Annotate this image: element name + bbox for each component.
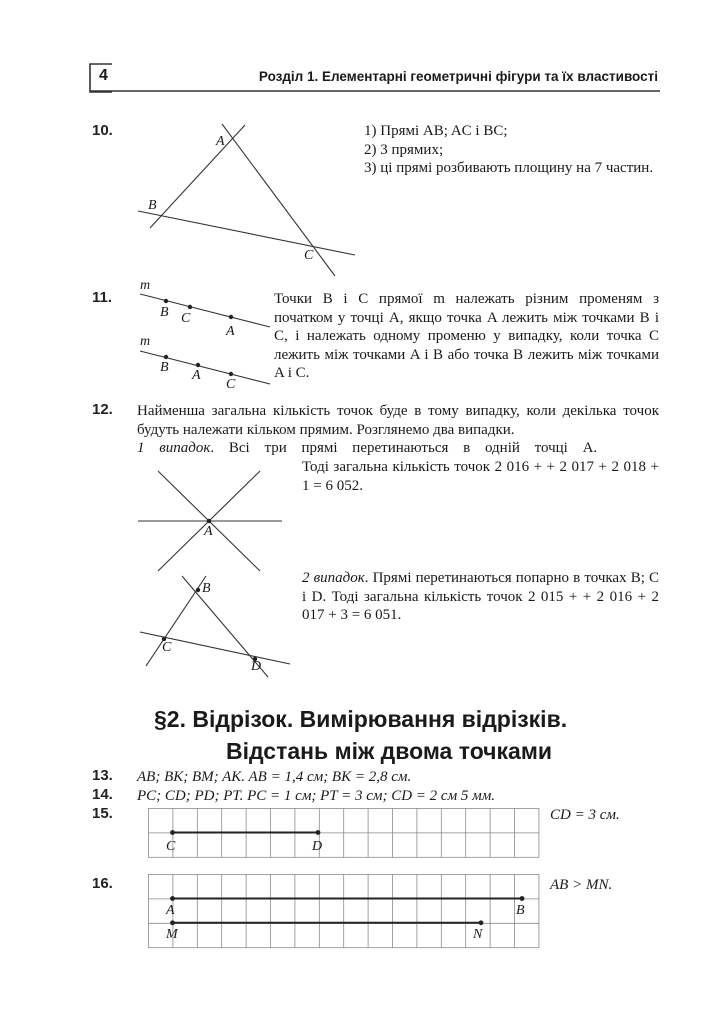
- problem-10-answer: [364, 122, 658, 178]
- problem-12-case2-text: [302, 569, 659, 625]
- label-11-c1: C: [181, 311, 191, 326]
- segment-endpoint: [520, 896, 525, 901]
- problem-number-12: 12.: [92, 401, 113, 418]
- label-12-a: A: [204, 524, 213, 539]
- label-11-m2: m: [140, 334, 151, 349]
- problem-10-figure: [130, 118, 390, 278]
- problem-12-case1-text: Тоді загальна кількість точок 2 016 + + 2 017 + 2 018 + 1 = 6 052.: [302, 459, 659, 494]
- problem-number-10: 10.: [92, 122, 113, 139]
- section-title: [0, 703, 722, 767]
- section-title-line-2: Відстань між двома точками: [226, 738, 552, 764]
- problem-15-answer: CD = 3 см.: [550, 807, 620, 823]
- label-12-d: D: [251, 659, 262, 674]
- section-title-line-1: §2. Відрізок. Вимірювання відрізків.: [154, 706, 568, 732]
- problem-11-text: Точки B і C прямої m належать різним променям з початком у точці A, якщо точка A лежить між точками B і C, і належать одному променю у випадку, коли точка C лежить між точками A і B або точка B лежить між точками A і C.: [274, 291, 659, 381]
- problem-10-line-3: 3) ці прямі розбивають площину на 7 частин.: [364, 160, 654, 176]
- label-11-m1: m: [140, 278, 151, 293]
- label-16-m: M: [166, 927, 178, 942]
- problem-12-case1-heading: [137, 439, 659, 458]
- case1-text-a: . Всі три прямі перетинаються в одній точці A.: [210, 440, 598, 456]
- label-11-a2: A: [192, 368, 201, 383]
- page-number: 4: [99, 67, 108, 84]
- problem-number-13: 13.: [92, 767, 113, 784]
- label-11-b1: B: [160, 305, 169, 320]
- problem-12-case1-figure: [136, 466, 286, 576]
- problem-12-case2-figure: [138, 572, 298, 682]
- label-15-c: C: [166, 839, 176, 854]
- label-11-b2: B: [160, 360, 169, 375]
- problem-number-16: 16.: [92, 875, 113, 892]
- problem-number-15: 15.: [92, 805, 113, 822]
- label-11-a1: A: [226, 324, 235, 339]
- problem-10-line-2: 2) 3 прямих;: [364, 141, 444, 158]
- page-header: [90, 62, 660, 92]
- problem-16-answer: AB > MN.: [550, 877, 613, 893]
- problem-number-14: 14.: [92, 786, 113, 803]
- segment-endpoint: [316, 830, 321, 835]
- segment-endpoint: [170, 920, 175, 925]
- label-16-n: N: [473, 927, 483, 942]
- case2-title: 2 випадок: [302, 570, 365, 586]
- case2-text: . Прямі перетинаються попарно в точках B; C і D. Тоді загальна кількість точок 2 015 + + 2 016 + 2 017 + 3 = 6 051.: [302, 570, 659, 623]
- label-16-b: B: [516, 903, 525, 918]
- problem-13-text: AB; BK; BM; AK. AB = 1,4 см; BK = 2,8 см.: [137, 769, 412, 785]
- problem-11-figure: [138, 284, 278, 394]
- label-10-a: A: [216, 134, 225, 149]
- segment-endpoint: [170, 896, 175, 901]
- label-15-d: D: [312, 839, 323, 854]
- label-16-a: A: [166, 903, 175, 918]
- problem-10-line-1: 1) Прямі AB; AC і BC;: [364, 123, 508, 139]
- problem-15-grid: [148, 808, 540, 858]
- problem-14-text: PC; CD; PD; PT. PC = 1 см; PT = 3 см; CD = 2 см 5 мм.: [137, 788, 496, 804]
- segment-endpoint: [170, 830, 175, 835]
- label-10-c: C: [304, 248, 314, 263]
- problem-12-intro: Найменша загальна кількість точок буде в тому випадку, коли декілька точок будуть належати кільком прямим. Розглянемо два випадки.: [137, 403, 659, 438]
- label-10-b: B: [148, 198, 157, 213]
- label-12-b: B: [202, 581, 211, 596]
- segment-endpoint: [479, 920, 484, 925]
- label-12-c: C: [162, 640, 172, 655]
- label-11-c2: C: [226, 377, 236, 392]
- case1-title: 1 випадок: [137, 440, 211, 456]
- chapter-title: Розділ 1. Елементарні геометричні фігури та їх властивості: [258, 69, 658, 84]
- problem-number-11: 11.: [92, 289, 113, 306]
